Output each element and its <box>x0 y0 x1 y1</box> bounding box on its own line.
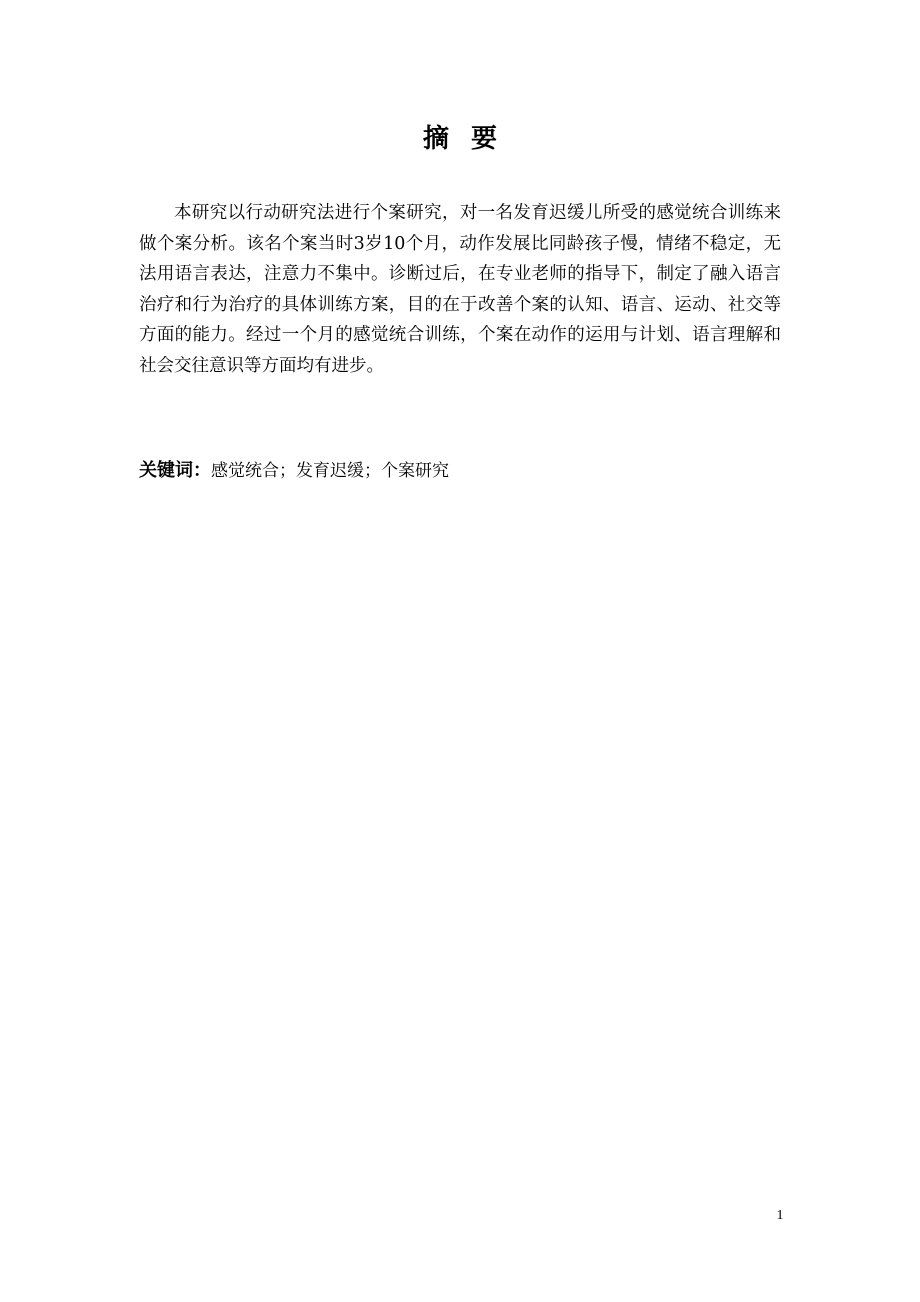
abstract-paragraph: 本研究以行动研究法进行个案研究，对一名发育迟缓儿所受的感觉统合训练来做个案分析。该名个案当时3岁10个月，动作发展比同龄孩子慢，情绪不稳定，无法用语言表达，注意力不集中。诊断过后，在专业老师的指导下，制定了融入语言治疗和行为治疗的具体训练方案，目的在于改善个案的认知、语言、运动、社交等方面的能力。经过一个月的感觉统合训练，个案在动作的运用与计划、语言理解和社会交往意识等方面均有进步。 <box>139 203 781 376</box>
keywords-text: 感觉统合；发育迟缓；个案研究 <box>211 461 449 481</box>
page-title: 摘要 <box>422 124 519 154</box>
keywords-label: 关键词： <box>139 460 211 481</box>
page-number: 1 <box>776 1208 784 1223</box>
keywords-line <box>139 456 781 486</box>
